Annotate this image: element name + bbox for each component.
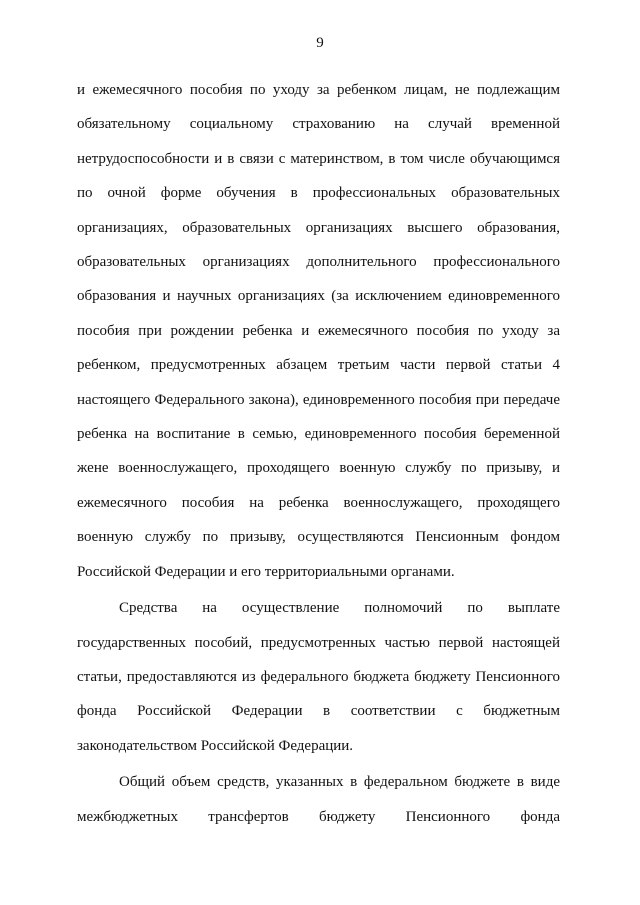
paragraph-funding-source: Средства на осуществление полномочий по выплате государственных пособий, предусмотренных частью первой настоящей статьи, предоставляются из федерального бюджета бюджету Пенсионного фонда Российской Федерации в соответствии с бюджетным законодательством Российской Федерации. [77,600,560,754]
document-body [77,73,560,834]
paragraph-total-funds: Общий объем средств, указанных в федеральном бюджете в виде межбюджетных трансфертов бюджету Пенсионного фонда [77,774,560,825]
paragraph-continuation: и ежемесячного пособия по уходу за ребенком лицам, не подлежащим обязательному социальному страхованию на случай временной нетрудоспособности и в связи с материнством, в том числе обучающимся по очной форме обучения в профессиональных образовательных организациях, образовательных организациях высшего образования, образовательных организациях дополнительного профессионального образования и научных организациях (за исключением единовременного пособия при рождении ребенка и ежемесячного пособия по уходу за ребенком, предусмотренных абзацем третьим части первой статьи 4 настоящего Федерального закона), единовременного пособия при передаче ребенка на воспитание в семью, единовременного пособия беременной жене военнослужащего, проходящего военную службу по призыву, и ежемесячного пособия на ребенка военнослужащего, проходящего военную службу по призыву, осуществляются Пенсионным фондом Российской Федерации и его территориальными органами. [77,82,560,580]
page-number: 9 [316,35,324,51]
